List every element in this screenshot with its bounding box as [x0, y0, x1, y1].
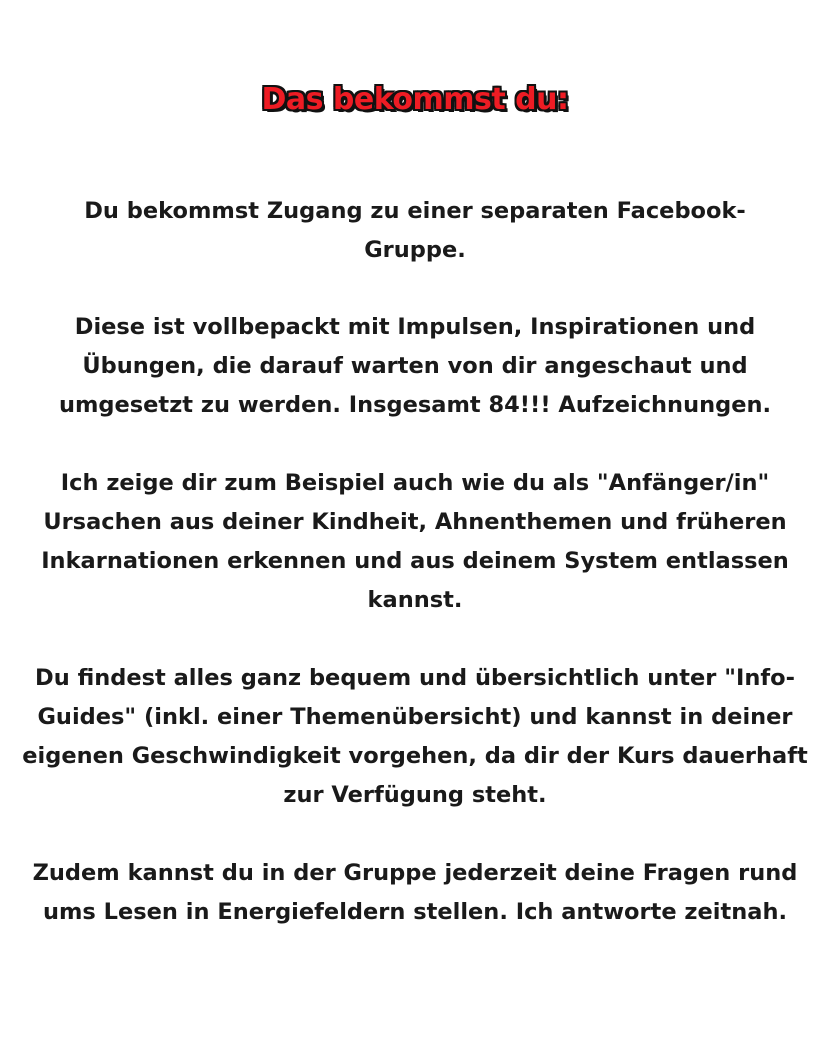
- paragraph-facebook-group: Du bekommst Zugang zu einer separaten Facebook-Gruppe.: [84, 198, 746, 263]
- page-heading: Das bekommst du:: [261, 82, 569, 117]
- paragraph-content-overview: Diese ist vollbepackt mit Impulsen, Inspirationen und Übungen, die darauf warten von dir angeschaut und umgesetzt zu werden. Insgesamt 84!!! Aufzeichnungen.: [58, 314, 772, 418]
- paragraph-example: Ich zeige dir zum Beispiel auch wie du als "Anfänger/in" Ursachen aus deiner Kindheit, Ahnenthemen und früheren Inkarnationen erkennen und aus deinem System entlassen kannst.: [41, 470, 789, 613]
- paragraph-questions: Zudem kannst du in der Gruppe jederzeit deine Fragen rund ums Lesen in Energiefeldern stellen. Ich antworte zeitnah.: [32, 860, 798, 925]
- paragraph-info-guides: Du findest alles ganz bequem und übersichtlich unter "Info-Guides" (inkl. einer Themenübersicht) und kannst in deiner eigenen Geschwindigkeit vorgehen, da dir der Kurs dauerhaft zur Verfügung steht.: [22, 665, 808, 808]
